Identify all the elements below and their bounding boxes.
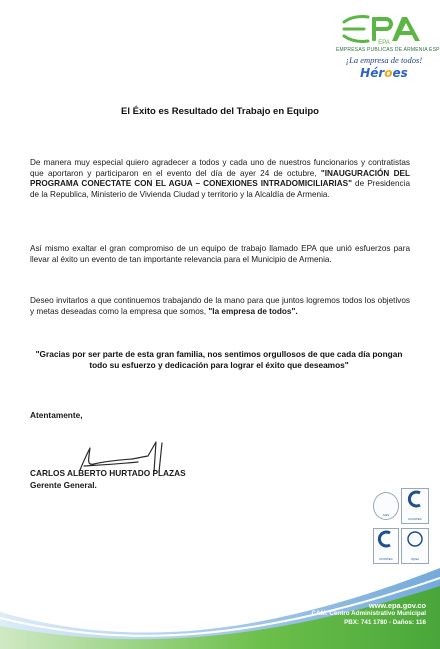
signer-name: CARLOS ALBERTO HURTADO PLAZAS [30, 468, 186, 478]
paragraph-text: de Presidencia de la Republica, Ministerio de Vivienda Ciudad y territorio y la Alcaldía de Armenia. [30, 179, 410, 199]
epa-wordmark-icon [340, 12, 428, 46]
paragraph-invitation [30, 296, 410, 317]
logo-slogan: ¡La empresa de todos! [345, 55, 423, 65]
heroes-logo-accent: o [384, 66, 393, 80]
slogan-quote: "la empresa de todos". [208, 306, 298, 316]
closing-salutation: Atentamente, [30, 410, 83, 420]
cert-label: ICONTEC [408, 517, 422, 521]
footer-address: CAM. Centro Administrativo Municipal [311, 610, 426, 618]
event-name: "INAUGURACIÓN DEL PROGRAMA CONECTATE CON EL AGUA – CONEXIONES INTRADOMICILIARIAS" [30, 168, 410, 188]
heroes-logo-part: es [392, 66, 408, 80]
icontec-certification-seal [401, 488, 429, 524]
cert-label: SGS [382, 513, 390, 517]
sgs-certification-seal [373, 492, 399, 520]
cert-label: IQNet [411, 557, 419, 561]
heroes-logo [336, 66, 432, 80]
paragraph-text: Deseo invitarlos a que continuemos trabajando de la mano para que juntos logremos todos los objetivos y metas deseadas como la empresa que somos, [30, 296, 410, 316]
letter-title: El Éxito es Resultado del Trabajo en Equipo [121, 106, 319, 117]
logo-wordmark-text: EPA [378, 40, 390, 46]
footer-website[interactable]: www.epa.gov.co [368, 601, 426, 610]
logo-subtitle: EMPRESAS PUBLICAS DE ARMENIA ESP [336, 47, 440, 53]
epa-logo [336, 12, 440, 84]
paragraph-commitment: Así mismo exaltar el gran compromiso de un equipo de trabajo llamado EPA que unió esfuerzos para llevar al éxito un evento de tan importante relevancia para el Municipio de Armenia. [30, 244, 410, 264]
paragraph-text: De manera muy especial quiero agradecer a todos y cada uno de nuestros funcionarios y contratistas que aportaron y participaron en el evento del día de ayer 24 de octubre, [30, 158, 410, 178]
footer-phones: PBX: 741 1780 - Daños: 116 [344, 618, 426, 626]
closing-quote: "Gracias por ser parte de esta gran familia, nos sentimos orgullosos de que cada día pongan todo su esfuerzo y dedicación para lograr el éxito que deseamos" [35, 349, 403, 370]
footer-contact [311, 602, 426, 627]
signer-role: Gerente General. [30, 480, 97, 490]
icontec-icon [374, 529, 398, 549]
iqnet-icon [402, 529, 428, 549]
paragraph-gratitude [30, 158, 410, 200]
cert-label: ICONTEC [379, 557, 393, 561]
heroes-logo-part: Hér [360, 66, 385, 80]
icontec-icon [402, 489, 428, 509]
